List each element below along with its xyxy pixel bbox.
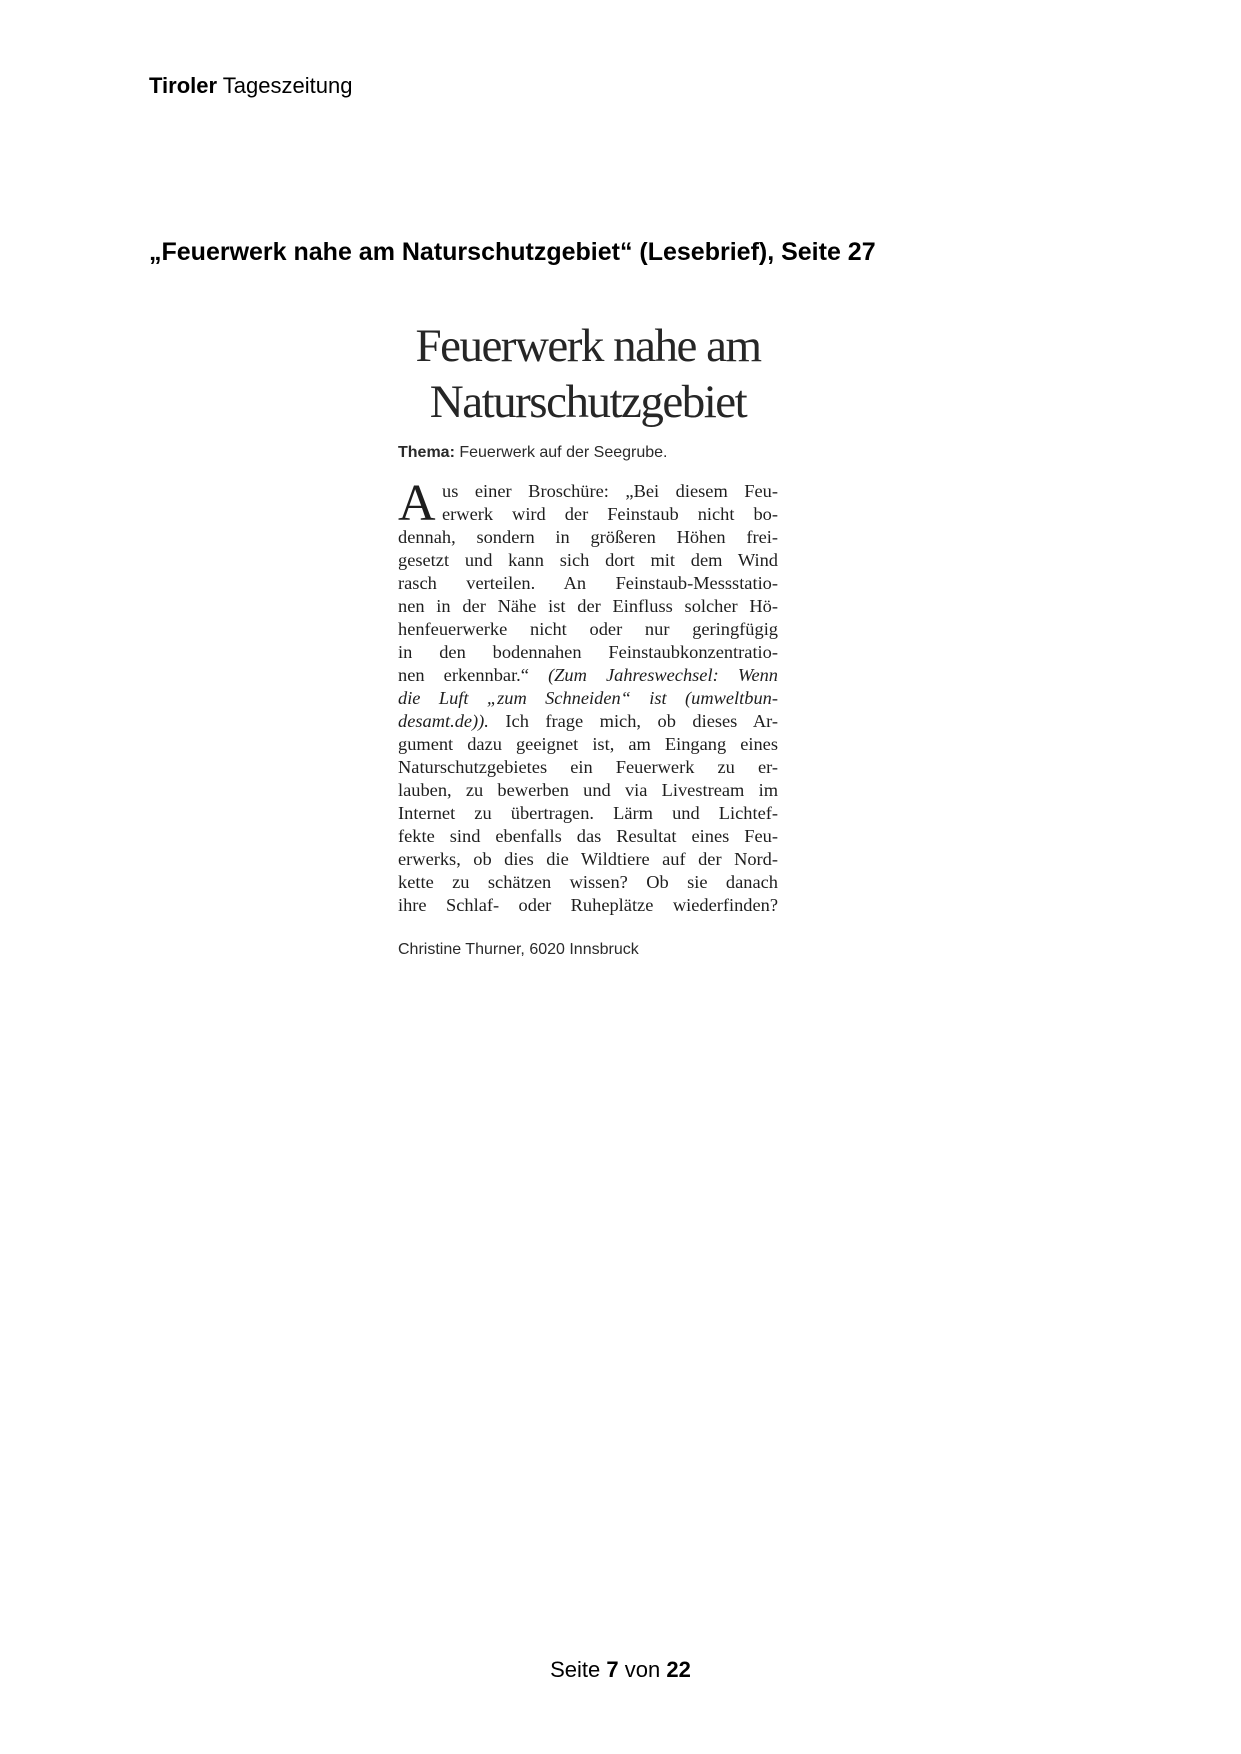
document-heading: „Feuerwerk nahe am Naturschutzgebiet“ (Lesebrief), Seite 27 — [149, 238, 876, 266]
body-line: rasch verteilen. An Feinstaub-Messstatio- — [398, 573, 778, 593]
citation-italic: desamt.de)). — [398, 711, 489, 731]
page-word: Seite — [550, 1657, 601, 1682]
body-line: nen in der Nähe ist der Einfluss solcher Hö- — [398, 596, 778, 616]
publication-name-regular: Tageszeitung — [222, 73, 353, 98]
page-total: 22 — [666, 1657, 691, 1682]
page-current: 7 — [606, 1657, 619, 1682]
publication-name — [149, 72, 352, 100]
body-line: erwerks, ob dies die Wildtiere auf der Nord- — [398, 849, 778, 869]
body-line: Naturschutzgebietes ein Feuerwerk zu er- — [398, 757, 778, 777]
body-line — [398, 687, 778, 710]
body-line: gument dazu geeignet ist, am Eingang eines — [398, 734, 778, 754]
thema-line — [398, 442, 778, 464]
letter-signature: Christine Thurner, 6020 Innsbruck — [398, 941, 639, 958]
body-line: kette zu schätzen wissen? Ob sie danach — [398, 872, 778, 892]
clipping-title-line-1: Feuerwerk nahe am — [415, 320, 761, 372]
body-line: ihre Schlaf- oder Ruheplätze wiederfinden? — [398, 895, 778, 915]
newspaper-clipping — [398, 318, 778, 961]
page-of: von — [624, 1657, 661, 1682]
body-line: us einer Broschüre: „Bei diesem Feu- — [442, 481, 778, 501]
body-line-part: nen erkennbar.“ — [398, 665, 549, 685]
body-line: dennah, sondern in größeren Höhen frei- — [398, 527, 778, 547]
body-line-mixed — [398, 664, 778, 687]
body-line: gesetzt und kann sich dort mit dem Wind — [398, 550, 778, 570]
citation-italic: (Zum Jahreswechsel: Wenn — [548, 665, 778, 685]
body-line: lauben, zu bewerben und via Livestream im — [398, 780, 778, 800]
drop-cap: A — [398, 475, 436, 532]
body-line: henfeuerwerke nicht oder nur geringfügig — [398, 619, 778, 639]
body-line: in den bodennahen Feinstaubkonzentratio- — [398, 642, 778, 662]
body-line: Internet zu übertragen. Lärm und Lichtef- — [398, 803, 778, 823]
clipping-title — [398, 318, 778, 430]
citation-italic: die Luft „zum Schneiden“ ist (umweltbun- — [398, 688, 778, 708]
letter-body — [398, 475, 778, 917]
publication-name-bold: Tiroler — [149, 73, 218, 98]
thema-label: Thema: — [398, 444, 455, 461]
body-line-mixed — [398, 710, 778, 733]
clipping-title-line-2: Naturschutzgebiet — [429, 376, 747, 428]
body-line: erwerk wird der Feinstaub nicht bo- — [442, 504, 778, 524]
body-line-part: Ich frage mich, ob dieses Ar- — [488, 711, 778, 731]
body-line: fekte sind ebenfalls das Resultat eines Feu- — [398, 826, 778, 846]
page-number — [0, 1656, 1241, 1684]
thema-text: Feuerwerk auf der Seegrube. — [459, 444, 668, 461]
